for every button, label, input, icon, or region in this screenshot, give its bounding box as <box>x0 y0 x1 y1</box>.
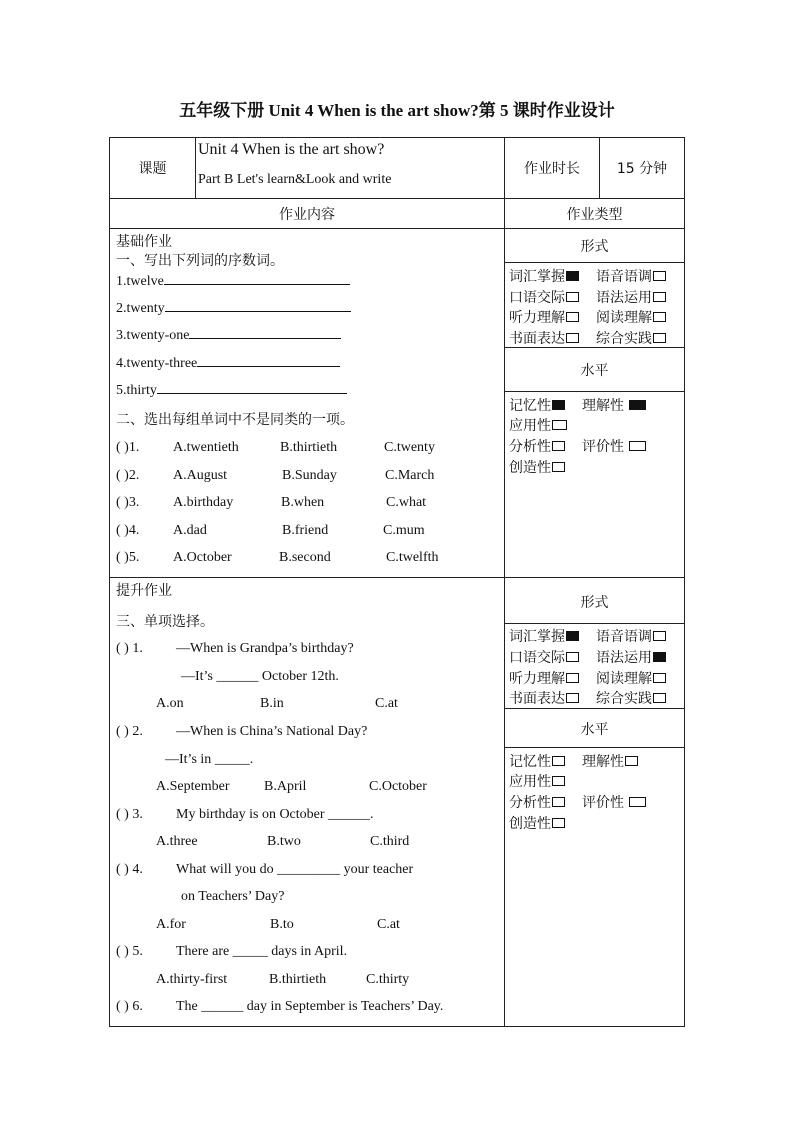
topic-line1: Unit 4 When is the art show? <box>198 141 385 158</box>
question-num: ( ) 2. <box>116 724 143 739</box>
duration-value: 15 分钟 <box>600 138 685 199</box>
question-text: There are _____ days in April. <box>176 944 348 959</box>
level-option: 评价性 <box>582 792 646 812</box>
section2-title: 二、选出每组单词中不是同类的一项。 <box>116 412 354 428</box>
checkbox-icon <box>552 400 565 410</box>
group-opt: C.March <box>385 468 435 483</box>
basic-content <box>110 229 505 578</box>
type-label: 作业类型 <box>505 199 685 229</box>
duration-label: 作业时长 <box>505 138 600 199</box>
ordinal-item: 2.twenty <box>116 299 351 317</box>
section3-title: 三、单项选择。 <box>116 614 214 630</box>
checkbox-icon <box>566 631 579 641</box>
checkbox-icon <box>629 441 646 451</box>
checkbox-icon <box>566 693 579 703</box>
checkbox-icon <box>653 652 666 662</box>
form-option: 综合实践 <box>596 688 666 708</box>
question-opt: C.October <box>369 779 427 794</box>
level-option: 应用性 <box>509 415 567 435</box>
page-title: 五年级下册 Unit 4 When is the art show?第 5 课时作业设计 <box>179 101 615 120</box>
form-option: 词汇掌握 <box>509 626 579 646</box>
checkbox-icon <box>566 652 579 662</box>
question-opt: C.at <box>377 917 400 932</box>
checkbox-icon <box>552 420 567 430</box>
question-opt: A.thirty-first <box>156 972 228 987</box>
question-num: ( ) 5. <box>116 944 143 959</box>
group-opt: B.when <box>281 495 325 510</box>
group-opt: A.August <box>173 468 228 483</box>
form-option: 听力理解 <box>509 307 579 327</box>
checkbox-icon <box>625 756 638 766</box>
group-opt: C.twenty <box>384 440 435 455</box>
advanced-type <box>505 578 685 1027</box>
form-label: 形式 <box>580 595 609 611</box>
question-text: What will you do _________ your teacher <box>176 862 414 877</box>
group-opt: A.October <box>173 550 232 565</box>
level-option: 评价性 <box>582 436 646 456</box>
question-opt: B.thirtieth <box>269 972 327 987</box>
level-option: 理解性 <box>582 751 638 771</box>
checkbox-icon <box>566 292 579 302</box>
question-text: —When is Grandpa’s birthday? <box>176 641 354 656</box>
homework-table <box>109 137 685 1027</box>
ordinal-item: 3.twenty-one <box>116 326 341 344</box>
group-opt: A.twentieth <box>173 440 239 455</box>
form-option: 书面表达 <box>509 328 579 348</box>
group-num: ( )4. <box>116 523 140 538</box>
question-text: on Teachers’ Day? <box>181 889 285 904</box>
checkbox-icon <box>566 271 579 281</box>
form-option: 书面表达 <box>509 688 579 708</box>
checkbox-icon <box>653 631 666 641</box>
checkbox-icon <box>566 312 579 322</box>
question-opt: A.September <box>156 779 230 794</box>
checkbox-icon <box>552 797 565 807</box>
question-text: —When is China’s National Day? <box>176 724 368 739</box>
question-num: ( ) 1. <box>116 641 143 656</box>
group-opt: B.friend <box>282 523 329 538</box>
level-label: 水平 <box>580 363 609 379</box>
level-option: 理解性 <box>582 395 646 415</box>
group-opt: C.what <box>386 495 427 510</box>
advanced-heading: 提升作业 <box>116 583 172 599</box>
section1-title: 一、写出下列词的序数词。 <box>116 253 284 269</box>
ordinal-item: 4.twenty-three <box>116 354 340 372</box>
form-option: 听力理解 <box>509 668 579 688</box>
question-opt: B.to <box>270 917 294 932</box>
level-option: 应用性 <box>509 771 565 791</box>
topic-cell <box>196 138 505 199</box>
ordinal-item: 5.thirty <box>116 381 347 399</box>
form-option: 语法运用 <box>596 647 666 667</box>
checkbox-icon <box>653 271 666 281</box>
group-opt: B.thirtieth <box>280 440 338 455</box>
group-opt: C.mum <box>383 523 425 538</box>
topic-line2: Part B Let's learn&Look and write <box>198 172 392 187</box>
question-opt: A.on <box>156 696 184 711</box>
question-text: —It’s in _____. <box>165 752 254 767</box>
form-option: 口语交际 <box>509 647 579 667</box>
level-option: 分析性 <box>509 792 565 812</box>
level-option: 分析性 <box>509 436 565 456</box>
form-option: 阅读理解 <box>596 307 666 327</box>
form-option: 语法运用 <box>596 287 666 307</box>
level-option: 记忆性 <box>509 395 565 415</box>
content-label: 作业内容 <box>110 199 505 229</box>
level-option: 创造性 <box>509 813 565 833</box>
checkbox-icon <box>629 400 646 410</box>
form-option: 阅读理解 <box>596 668 666 688</box>
basic-heading: 基础作业 <box>116 234 172 250</box>
question-text: —It’s ______ October 12th. <box>181 669 339 684</box>
question-opt: B.April <box>264 779 307 794</box>
question-opt: A.three <box>156 834 198 849</box>
group-opt: A.birthday <box>173 495 234 510</box>
form-option: 综合实践 <box>596 328 666 348</box>
question-opt: B.in <box>260 696 284 711</box>
checkbox-icon <box>653 292 666 302</box>
checkbox-icon <box>566 673 579 683</box>
level-option: 记忆性 <box>509 751 565 771</box>
checkbox-icon <box>552 818 565 828</box>
group-opt: A.dad <box>173 523 207 538</box>
checkbox-icon <box>653 333 666 343</box>
group-num: ( )3. <box>116 495 140 510</box>
checkbox-icon <box>653 312 666 322</box>
checkbox-icon <box>552 441 565 451</box>
form-option: 口语交际 <box>509 287 579 307</box>
checkbox-icon <box>552 756 565 766</box>
form-option: 语音语调 <box>596 266 666 286</box>
question-num: ( ) 4. <box>116 862 143 877</box>
group-num: ( )5. <box>116 550 140 565</box>
level-label: 水平 <box>580 722 609 738</box>
group-opt: B.Sunday <box>282 468 337 483</box>
question-opt: C.third <box>370 834 410 849</box>
question-num: ( ) 3. <box>116 807 143 822</box>
question-opt: A.for <box>156 917 186 932</box>
group-num: ( )2. <box>116 468 140 483</box>
checkbox-icon <box>566 333 579 343</box>
checkbox-icon <box>653 673 666 683</box>
question-opt: C.at <box>375 696 398 711</box>
checkbox-icon <box>653 693 666 703</box>
ordinal-item: 1.twelve <box>116 272 350 290</box>
form-label: 形式 <box>580 239 609 255</box>
level-option: 创造性 <box>509 457 565 477</box>
checkbox-icon <box>629 797 646 807</box>
advanced-content <box>110 578 505 1027</box>
group-num: ( )1. <box>116 440 140 455</box>
question-text: The ______ day in September is Teachers’ Day. <box>176 999 444 1014</box>
question-num: ( ) 6. <box>116 999 143 1014</box>
basic-type <box>505 229 685 578</box>
group-opt: B.second <box>279 550 331 565</box>
group-opt: C.twelfth <box>386 550 439 565</box>
topic-label: 课题 <box>110 138 196 199</box>
question-opt: B.two <box>267 834 301 849</box>
checkbox-icon <box>552 462 565 472</box>
form-option: 词汇掌握 <box>509 266 579 286</box>
checkbox-icon <box>552 776 565 786</box>
question-opt: C.thirty <box>366 972 410 987</box>
form-option: 语音语调 <box>596 626 666 646</box>
question-text: My birthday is on October ______. <box>176 807 374 822</box>
